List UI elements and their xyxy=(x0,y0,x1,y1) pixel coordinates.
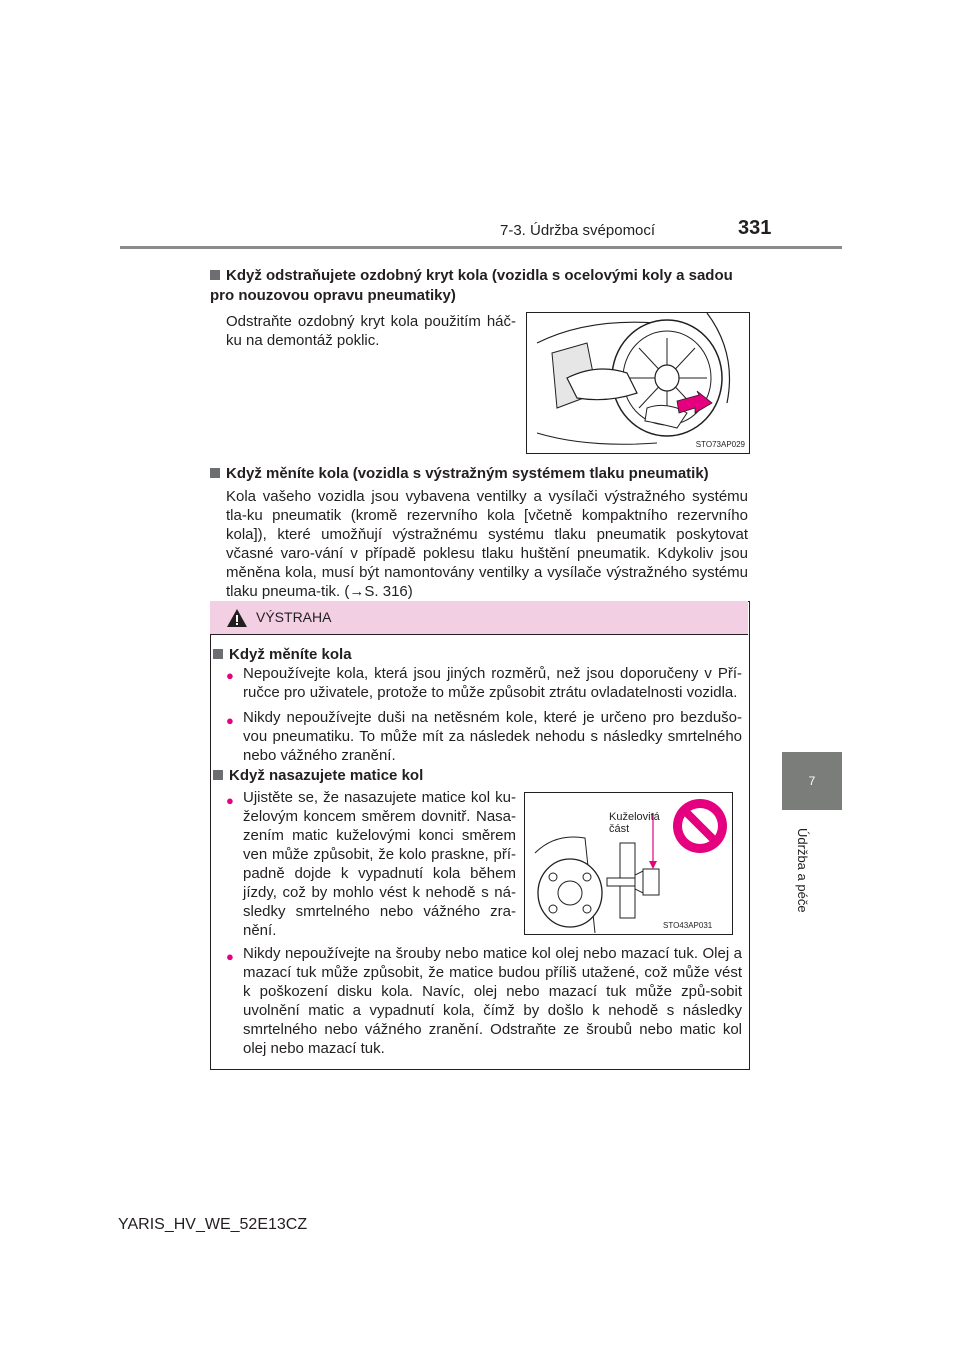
square-bullet-icon xyxy=(213,770,223,780)
circle-bullet-icon: ● xyxy=(226,713,234,728)
wheel-nut-figure xyxy=(524,792,733,935)
circle-bullet-icon: ● xyxy=(226,949,234,964)
square-bullet-icon xyxy=(210,468,220,478)
section-title: 7-3. Údržba svépomocí xyxy=(500,222,656,239)
header-divider xyxy=(120,246,842,249)
square-bullet-icon xyxy=(210,270,220,280)
callout-line: Kuželovitá xyxy=(609,811,660,823)
warning-bullet-text: Nikdy nepoužívejte duši na netěsném kole, které je určeno pro bezdušo-vou pneumatiku. To může mít za následek nehodu s následky smrtelného nebo vážného zranění. xyxy=(243,709,742,764)
figure-id: STO73AP029 xyxy=(695,440,745,449)
circle-bullet-icon: ● xyxy=(226,793,234,808)
warning-bullet-text: Nikdy nepoužívejte na šrouby nebo matice kol olej nebo mazací tuk. Olej a mazací tuk může způsobit, že matice budou příliš utažené, což může vést k poškození disku kola. Navíc, olej nebo mazací tuk může způ-sobit uvolnění matic a vypadnutí kola, čímž by došlo k nehodě s následky smrtelného nebo vážného zranění. Odstraňte ze šroubů nebo matic kol olej nebo mazací tuk. xyxy=(243,945,742,1057)
section-text-wheel-cap: Odstraňte ozdobný kryt kola použitím háč-ku na demontáž poklic. xyxy=(226,313,516,349)
section-heading-text: Když měníte kola (vozidla s výstražným systémem tlaku pneumatik) xyxy=(226,465,709,482)
warning-group-heading xyxy=(213,766,733,786)
document-code: YARIS_HV_WE_52E13CZ xyxy=(118,1216,308,1233)
chapter-tab: 7 xyxy=(782,752,842,810)
figure-id: STO43AP031 xyxy=(663,921,713,930)
warning-triangle-icon xyxy=(226,608,248,628)
figure-callout xyxy=(609,811,660,835)
callout-line: část xyxy=(609,823,630,835)
wheel-cap-removal-figure xyxy=(526,312,750,454)
prohibition-icon xyxy=(671,797,729,855)
square-bullet-icon xyxy=(213,649,223,659)
page-number: 331 xyxy=(738,217,772,239)
warning-bullet-text: Nepoužívejte kola, která jsou jiných rozměrů, než jsou doporučeny v Pří-ručce pro uživatele, protože to může způsobit ztrátu ovladatelnosti vozidla. xyxy=(243,665,742,701)
warning-bullet-text: Ujistěte se, že nasazujete matice kol ku-želovým koncem směrem dovnitř. Nasa-zením matic kuželovými konci směrem ven může způsobit, že kolo praskne, pří-padně dojde k vypadnutí kola během jízdy, což by mohlo vést k nehodě s ná-sledky smrtelného nebo vážného zra-nění. xyxy=(243,789,516,939)
section-heading-wheel-change xyxy=(210,464,750,484)
warning-group-heading xyxy=(213,645,733,665)
warning-group-heading-text: Když měníte kola xyxy=(229,646,352,663)
circle-bullet-icon: ● xyxy=(226,668,234,683)
wheel-cap-illustration xyxy=(527,313,749,453)
warning-title: VÝSTRAHA xyxy=(256,609,332,625)
section-text-wheel-change: Kola vašeho vozidla jsou vybavena ventilky a vysílači výstražného systému tla-ku pneumatik (kromě rezervního kola [včetně kompaktního rezervního kola]), které umožňují výstražnému systému tlaku pneumatik poskytovat včasné varo-vání v případě poklesu tlaku huštění pneumatik. Kdykoliv jsou měněna kola, musí být namontovány ventilky a vysílače výstražného systému tlaku pneuma-tik. (→S. 316) xyxy=(226,488,748,600)
chapter-title: Údržba a péče xyxy=(795,828,810,913)
warning-group-heading-text: Když nasazujete matice kol xyxy=(229,767,424,784)
section-heading-text: Když odstraňujete ozdobný kryt kola (vozidla s ocelovými koly a sadou pro nouzovou opravu pneumatiky) xyxy=(210,267,733,304)
section-heading-wheel-cap xyxy=(210,266,750,306)
chapter-side-label xyxy=(760,828,860,948)
